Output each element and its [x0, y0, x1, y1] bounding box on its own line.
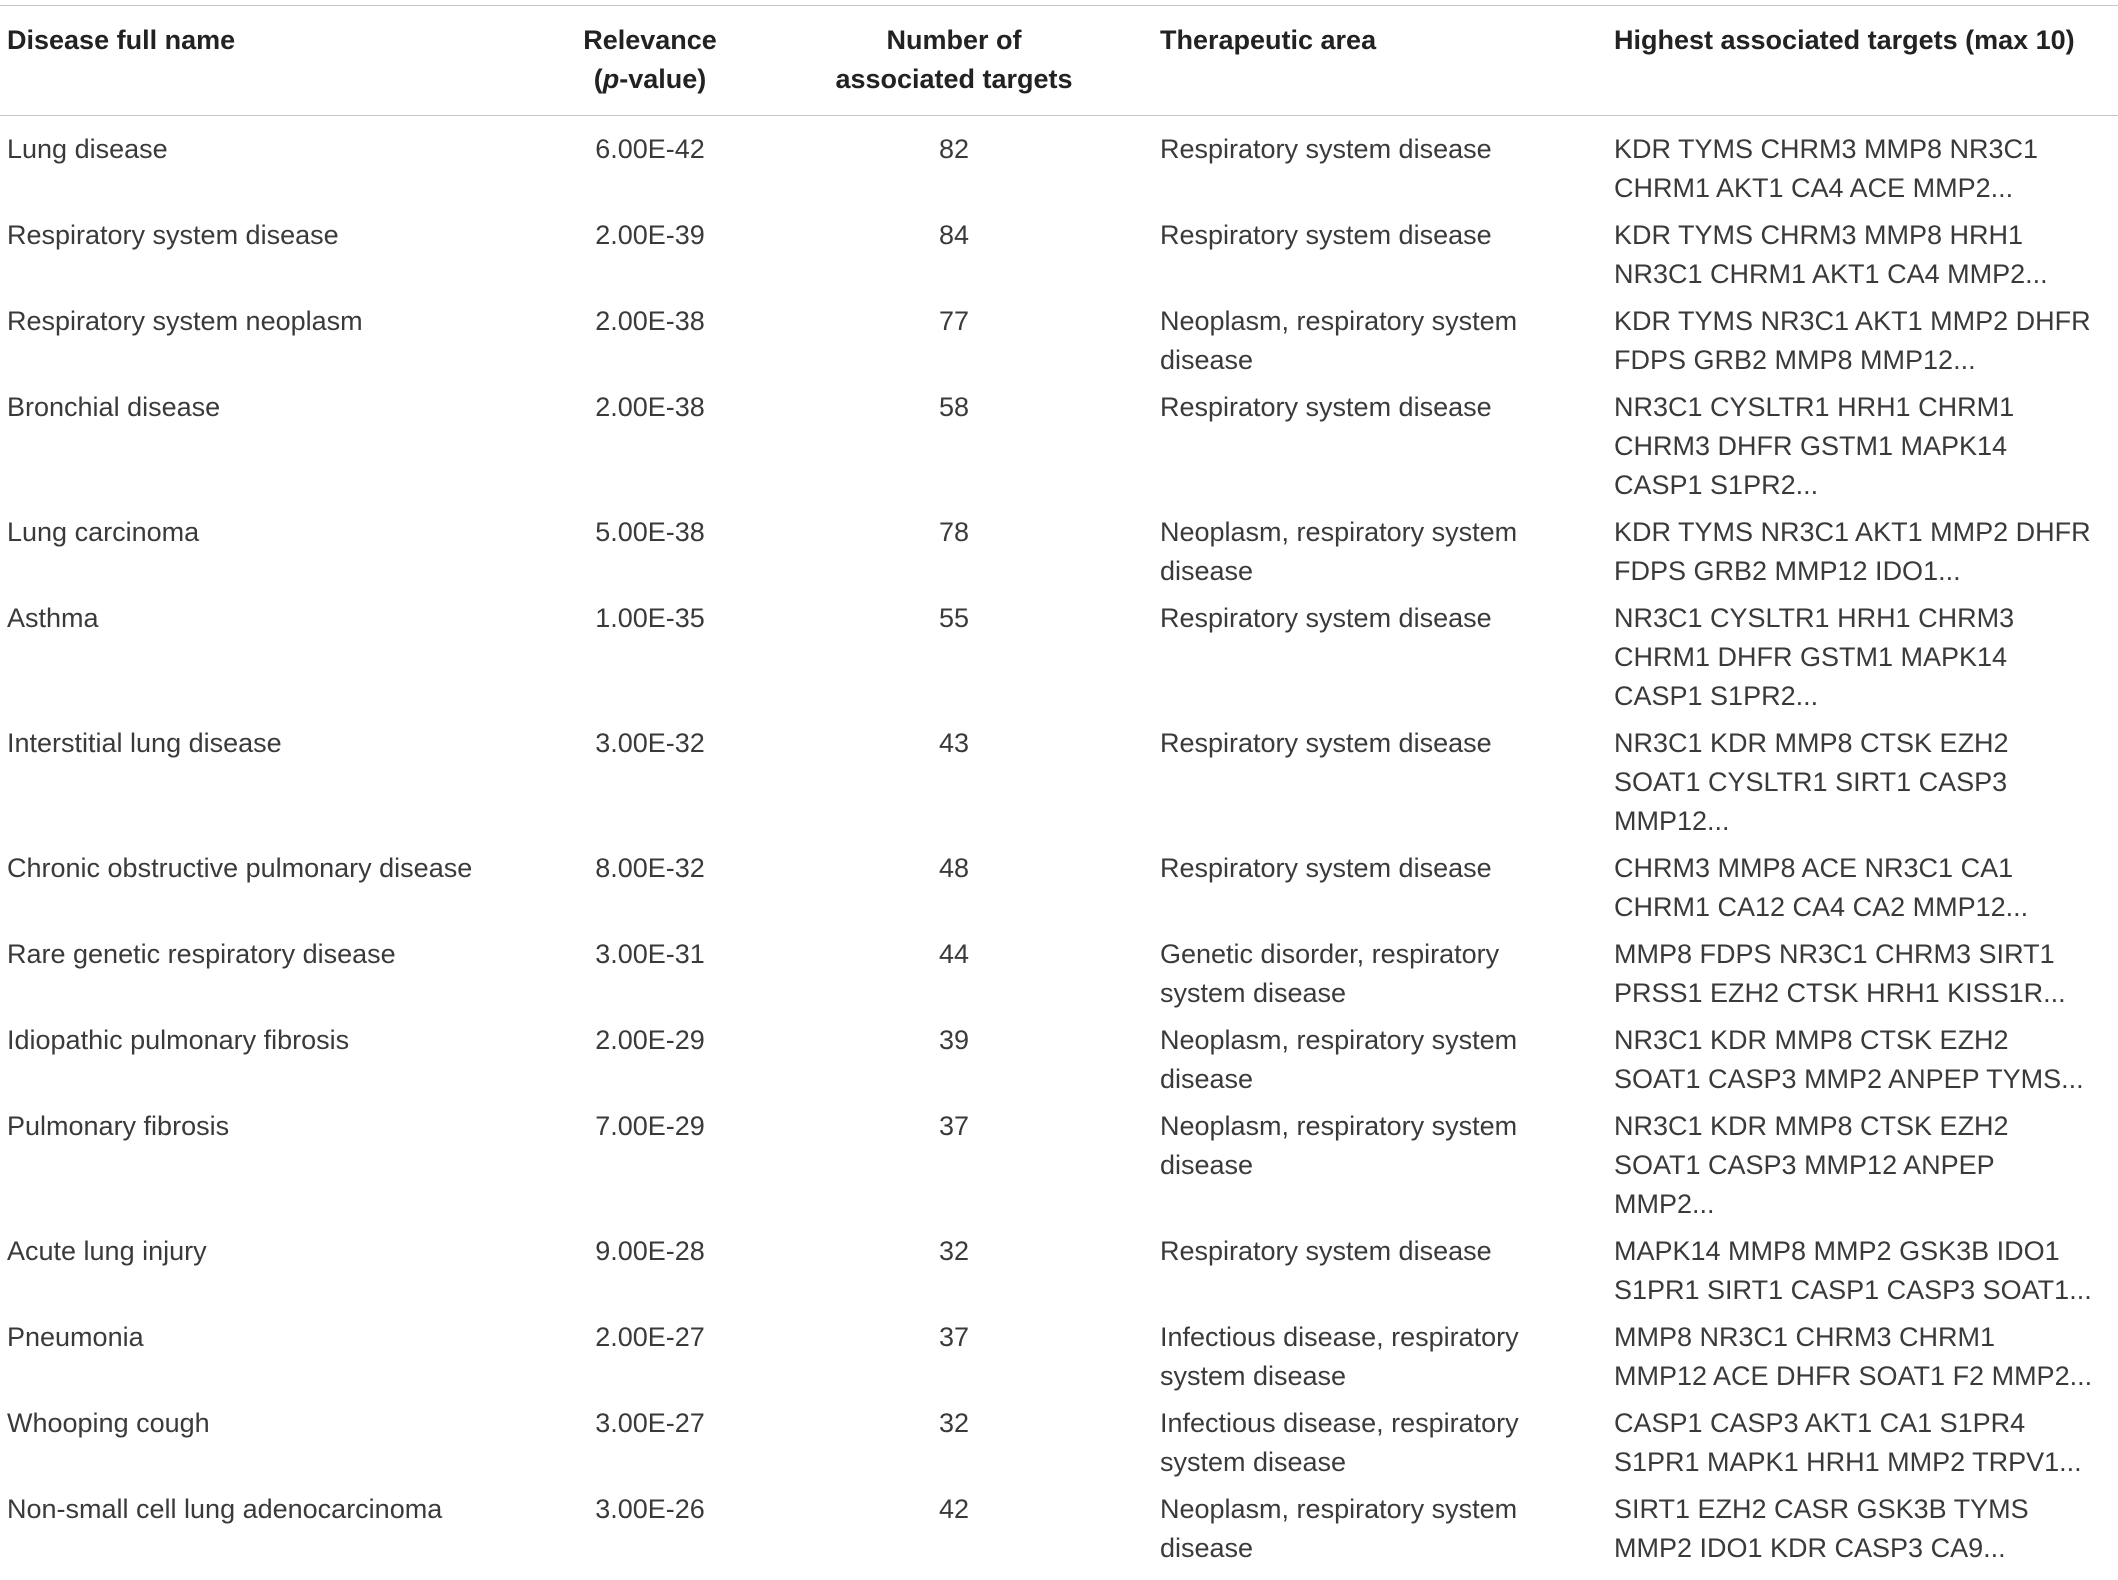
table-header — [0, 5, 2118, 116]
top-targets-text: PRSS1 EZH2 CTSK HRH1 KISS1R... — [1614, 978, 2066, 1008]
therapeutic-area-text: Neoplasm, respiratory system — [1160, 306, 1518, 336]
disease-name-cell — [0, 302, 540, 380]
therapeutic-area-text: Neoplasm, respiratory system — [1160, 517, 1518, 547]
table-row — [0, 509, 2118, 595]
table-row — [0, 720, 2118, 845]
target-count-cell — [760, 130, 1148, 208]
therapeutic-area-cell — [1148, 216, 1602, 294]
header-text: associated targets — [835, 64, 1073, 94]
target-count-text: 42 — [938, 1494, 970, 1524]
disease-name-cell — [0, 1232, 540, 1310]
disease-name-cell — [0, 935, 540, 1013]
top-targets-cell — [1602, 388, 2118, 505]
top-targets-text: CHRM1 DHFR GSTM1 MAPK14 — [1614, 642, 2008, 672]
header-text: Highest associated targets (max 10) — [1614, 25, 2075, 55]
p-value-cell — [540, 935, 760, 1013]
table-row — [0, 1400, 2118, 1486]
top-targets-text: CHRM3 MMP8 ACE NR3C1 CA1 — [1614, 853, 2014, 883]
target-count-text: 37 — [938, 1111, 970, 1141]
p-value-cell — [540, 388, 760, 505]
top-targets-cell — [1602, 216, 2118, 294]
target-count-cell — [760, 724, 1148, 841]
disease-name-text: Respiratory system neoplasm — [7, 306, 363, 336]
therapeutic-area-text: Respiratory system disease — [1160, 728, 1492, 758]
therapeutic-area-cell — [1148, 935, 1602, 1013]
table-row — [0, 212, 2118, 298]
p-value-text: 2.00E-38 — [595, 392, 705, 422]
target-count-text: 78 — [938, 517, 970, 547]
top-targets-text: NR3C1 KDR MMP8 CTSK EZH2 — [1614, 1025, 2009, 1055]
p-value-cell — [540, 1404, 760, 1482]
therapeutic-area-text: Respiratory system disease — [1160, 853, 1492, 883]
table-row — [0, 1314, 2118, 1400]
therapeutic-area-text: Respiratory system disease — [1160, 603, 1492, 633]
target-count-text: 48 — [938, 853, 970, 883]
top-targets-text: S1PR1 MAPK1 HRH1 MMP2 TRPV1... — [1614, 1447, 2082, 1477]
therapeutic-area-cell — [1148, 1021, 1602, 1099]
table-row — [0, 384, 2118, 509]
p-value-cell — [540, 216, 760, 294]
disease-name-cell — [0, 724, 540, 841]
header-text-italic: p — [602, 64, 620, 94]
header-text: Therapeutic area — [1160, 25, 1377, 55]
therapeutic-area-cell — [1148, 599, 1602, 716]
therapeutic-area-cell — [1148, 1404, 1602, 1482]
top-targets-cell — [1602, 599, 2118, 716]
therapeutic-area-header — [1148, 21, 1602, 99]
therapeutic-area-text: system disease — [1160, 1447, 1347, 1477]
target-count-text: 84 — [938, 220, 970, 250]
top-targets-text: SOAT1 CASP3 MMP2 ANPEP TYMS... — [1614, 1064, 2084, 1094]
target-count-cell — [760, 599, 1148, 716]
top-targets-cell — [1602, 724, 2118, 841]
header-text — [540, 60, 760, 99]
header-text: Disease full name — [7, 25, 236, 55]
therapeutic-area-cell — [1148, 1232, 1602, 1310]
target-count-text: 82 — [938, 134, 970, 164]
top-targets-text: CASP1 CASP3 AKT1 CA1 S1PR4 — [1614, 1408, 2026, 1438]
therapeutic-area-cell — [1148, 1318, 1602, 1396]
target-count-cell — [760, 302, 1148, 380]
therapeutic-area-cell — [1148, 849, 1602, 927]
target-count-cell — [760, 1404, 1148, 1482]
disease-name-text: Bronchial disease — [7, 392, 221, 422]
target-count-cell — [760, 513, 1148, 591]
target-count-text: 55 — [938, 603, 970, 633]
disease-name-header — [0, 21, 540, 99]
disease-name-text: Acute lung injury — [7, 1236, 207, 1266]
top-targets-cell — [1602, 1232, 2118, 1310]
therapeutic-area-text: Neoplasm, respiratory system — [1160, 1494, 1518, 1524]
top-targets-text: NR3C1 CYSLTR1 HRH1 CHRM3 — [1614, 603, 2015, 633]
table-row — [0, 1103, 2118, 1228]
top-targets-text: FDPS GRB2 MMP12 IDO1... — [1614, 556, 1961, 586]
disease-name-cell — [0, 1021, 540, 1099]
top-targets-text: MMP2... — [1614, 1189, 1715, 1219]
therapeutic-area-text: system disease — [1160, 978, 1347, 1008]
top-targets-text: CASP1 S1PR2... — [1614, 470, 1819, 500]
p-value-cell — [540, 513, 760, 591]
target-count-cell — [760, 1232, 1148, 1310]
top-targets-cell — [1602, 1021, 2118, 1099]
therapeutic-area-cell — [1148, 724, 1602, 841]
top-targets-text: MMP2 IDO1 KDR CASP3 CA9... — [1614, 1533, 2006, 1563]
p-value-text: 7.00E-29 — [595, 1111, 705, 1141]
p-value-cell — [540, 1107, 760, 1224]
table-row — [0, 845, 2118, 931]
disease-name-text: Respiratory system disease — [7, 220, 339, 250]
relevance-header — [540, 21, 760, 99]
p-value-cell — [540, 724, 760, 841]
p-value-cell — [540, 130, 760, 208]
top-targets-text: SOAT1 CASP3 MMP12 ANPEP — [1614, 1150, 1995, 1180]
table-row — [0, 298, 2118, 384]
p-value-cell — [540, 1232, 760, 1310]
top-targets-cell — [1602, 513, 2118, 591]
top-targets-text: NR3C1 CYSLTR1 HRH1 CHRM1 — [1614, 392, 2015, 422]
top-targets-text: S1PR1 SIRT1 CASP1 CASP3 SOAT1... — [1614, 1275, 2092, 1305]
disease-name-text: Lung disease — [7, 134, 168, 164]
p-value-cell — [540, 1490, 760, 1568]
p-value-cell — [540, 849, 760, 927]
disease-name-cell — [0, 1318, 540, 1396]
top-targets-text: KDR TYMS NR3C1 AKT1 MMP2 DHFR — [1614, 517, 2091, 547]
therapeutic-area-text: system disease — [1160, 1361, 1347, 1391]
disease-name-cell — [0, 1404, 540, 1482]
therapeutic-area-cell — [1148, 130, 1602, 208]
therapeutic-area-text: Respiratory system disease — [1160, 392, 1492, 422]
header-text-part: -value) — [619, 64, 707, 94]
disease-name-cell — [0, 130, 540, 208]
table-row — [0, 595, 2118, 720]
disease-name-text: Lung carcinoma — [7, 517, 200, 547]
top-targets-header — [1602, 21, 2118, 99]
disease-name-cell — [0, 513, 540, 591]
target-count-cell — [760, 1021, 1148, 1099]
top-targets-text: MMP12... — [1614, 806, 1730, 836]
table-row — [0, 126, 2118, 212]
top-targets-text: MMP8 NR3C1 CHRM3 CHRM1 — [1614, 1322, 1996, 1352]
therapeutic-area-text: Neoplasm, respiratory system — [1160, 1111, 1518, 1141]
therapeutic-area-text: disease — [1160, 1064, 1254, 1094]
top-targets-text: KDR TYMS CHRM3 MMP8 NR3C1 — [1614, 134, 2039, 164]
therapeutic-area-text: Infectious disease, respiratory — [1160, 1322, 1519, 1352]
therapeutic-area-text: disease — [1160, 345, 1254, 375]
therapeutic-area-cell — [1148, 388, 1602, 505]
p-value-text: 2.00E-29 — [595, 1025, 705, 1055]
top-targets-text: MMP8 FDPS NR3C1 CHRM3 SIRT1 — [1614, 939, 2055, 969]
therapeutic-area-text: Neoplasm, respiratory system — [1160, 1025, 1518, 1055]
disease-name-cell — [0, 1107, 540, 1224]
top-targets-cell — [1602, 302, 2118, 380]
therapeutic-area-text: Respiratory system disease — [1160, 220, 1492, 250]
top-targets-text: NR3C1 KDR MMP8 CTSK EZH2 — [1614, 1111, 2009, 1141]
p-value-text: 2.00E-39 — [595, 220, 705, 250]
disease-name-text: Non-small cell lung adenocarcinoma — [7, 1494, 443, 1524]
target-count-text: 43 — [938, 728, 970, 758]
target-count-text: 77 — [938, 306, 970, 336]
table-row — [0, 931, 2118, 1017]
top-targets-text: MMP12 ACE DHFR SOAT1 F2 MMP2... — [1614, 1361, 2093, 1391]
top-targets-text: CASP1 S1PR2... — [1614, 681, 1819, 711]
therapeutic-area-text: disease — [1160, 556, 1254, 586]
header-text: Number of — [886, 25, 1022, 55]
p-value-cell — [540, 599, 760, 716]
top-targets-text: NR3C1 CHRM1 AKT1 CA4 MMP2... — [1614, 259, 2048, 289]
header-text-part: ( — [593, 64, 603, 94]
p-value-text: 8.00E-32 — [595, 853, 705, 883]
target-count-cell — [760, 216, 1148, 294]
top-targets-cell — [1602, 1404, 2118, 1482]
p-value-text: 2.00E-38 — [595, 306, 705, 336]
top-targets-text: CHRM1 CA12 CA4 CA2 MMP12... — [1614, 892, 2029, 922]
top-targets-text: KDR TYMS CHRM3 MMP8 HRH1 — [1614, 220, 2024, 250]
therapeutic-area-cell — [1148, 1490, 1602, 1568]
target-count-text: 37 — [938, 1322, 970, 1352]
p-value-text: 9.00E-28 — [595, 1236, 705, 1266]
top-targets-cell — [1602, 1318, 2118, 1396]
disease-name-text: Chronic obstructive pulmonary disease — [7, 853, 473, 883]
p-value-text: 3.00E-31 — [595, 939, 705, 969]
top-targets-cell — [1602, 849, 2118, 927]
target-count-text: 58 — [938, 392, 970, 422]
top-targets-cell — [1602, 1107, 2118, 1224]
therapeutic-area-text: Respiratory system disease — [1160, 1236, 1492, 1266]
disease-name-cell — [0, 388, 540, 505]
p-value-cell — [540, 1318, 760, 1396]
therapeutic-area-cell — [1148, 302, 1602, 380]
therapeutic-area-text: Respiratory system disease — [1160, 134, 1492, 164]
top-targets-text: FDPS GRB2 MMP8 MMP12... — [1614, 345, 1976, 375]
p-value-cell — [540, 1021, 760, 1099]
disease-name-text: Whooping cough — [7, 1408, 210, 1438]
p-value-text: 3.00E-27 — [595, 1408, 705, 1438]
table-row — [0, 1486, 2118, 1572]
p-value-text: 3.00E-26 — [595, 1494, 705, 1524]
disease-name-text: Asthma — [7, 603, 99, 633]
disease-name-text: Rare genetic respiratory disease — [7, 939, 396, 969]
top-targets-text: MAPK14 MMP8 MMP2 GSK3B IDO1 — [1614, 1236, 2060, 1266]
therapeutic-area-text: disease — [1160, 1533, 1254, 1563]
top-targets-text: CHRM3 DHFR GSTM1 MAPK14 — [1614, 431, 2008, 461]
therapeutic-area-text: disease — [1160, 1150, 1254, 1180]
disease-name-text: Pulmonary fibrosis — [7, 1111, 230, 1141]
disease-name-cell — [0, 1490, 540, 1568]
target-count-text: 32 — [938, 1236, 970, 1266]
p-value-text: 2.00E-27 — [595, 1322, 705, 1352]
disease-name-cell — [0, 849, 540, 927]
table-row — [0, 1228, 2118, 1314]
header-text: Relevance — [583, 25, 717, 55]
target-count-cell — [760, 849, 1148, 927]
target-count-cell — [760, 1490, 1148, 1568]
p-value-text: 5.00E-38 — [595, 517, 705, 547]
top-targets-text: CHRM1 AKT1 CA4 ACE MMP2... — [1614, 173, 2014, 203]
top-targets-cell — [1602, 1490, 2118, 1568]
top-targets-cell — [1602, 130, 2118, 208]
target-count-cell — [760, 1107, 1148, 1224]
p-value-cell — [540, 302, 760, 380]
target-count-cell — [760, 1318, 1148, 1396]
top-targets-text: KDR TYMS NR3C1 AKT1 MMP2 DHFR — [1614, 306, 2091, 336]
top-targets-text: SOAT1 CYSLTR1 SIRT1 CASP3 — [1614, 767, 2008, 797]
top-targets-text: SIRT1 EZH2 CASR GSK3B TYMS — [1614, 1494, 2029, 1524]
disease-name-cell — [0, 599, 540, 716]
target-count-text: 39 — [938, 1025, 970, 1055]
disease-name-text: Idiopathic pulmonary fibrosis — [7, 1025, 350, 1055]
target-count-text: 44 — [938, 939, 970, 969]
p-value-text: 6.00E-42 — [595, 134, 705, 164]
therapeutic-area-cell — [1148, 513, 1602, 591]
therapeutic-area-text: Genetic disorder, respiratory — [1160, 939, 1500, 969]
therapeutic-area-cell — [1148, 1107, 1602, 1224]
target-count-cell — [760, 388, 1148, 505]
target-count-text: 32 — [938, 1408, 970, 1438]
top-targets-cell — [1602, 935, 2118, 1013]
target-count-header — [760, 21, 1148, 99]
disease-name-text: Pneumonia — [7, 1322, 144, 1352]
disease-name-text: Interstitial lung disease — [7, 728, 282, 758]
table-row — [0, 1017, 2118, 1103]
p-value-text: 3.00E-32 — [595, 728, 705, 758]
therapeutic-area-text: Infectious disease, respiratory — [1160, 1408, 1519, 1438]
disease-name-cell — [0, 216, 540, 294]
p-value-text: 1.00E-35 — [595, 603, 705, 633]
target-count-cell — [760, 935, 1148, 1013]
table-body — [0, 116, 2118, 1572]
top-targets-text: NR3C1 KDR MMP8 CTSK EZH2 — [1614, 728, 2009, 758]
